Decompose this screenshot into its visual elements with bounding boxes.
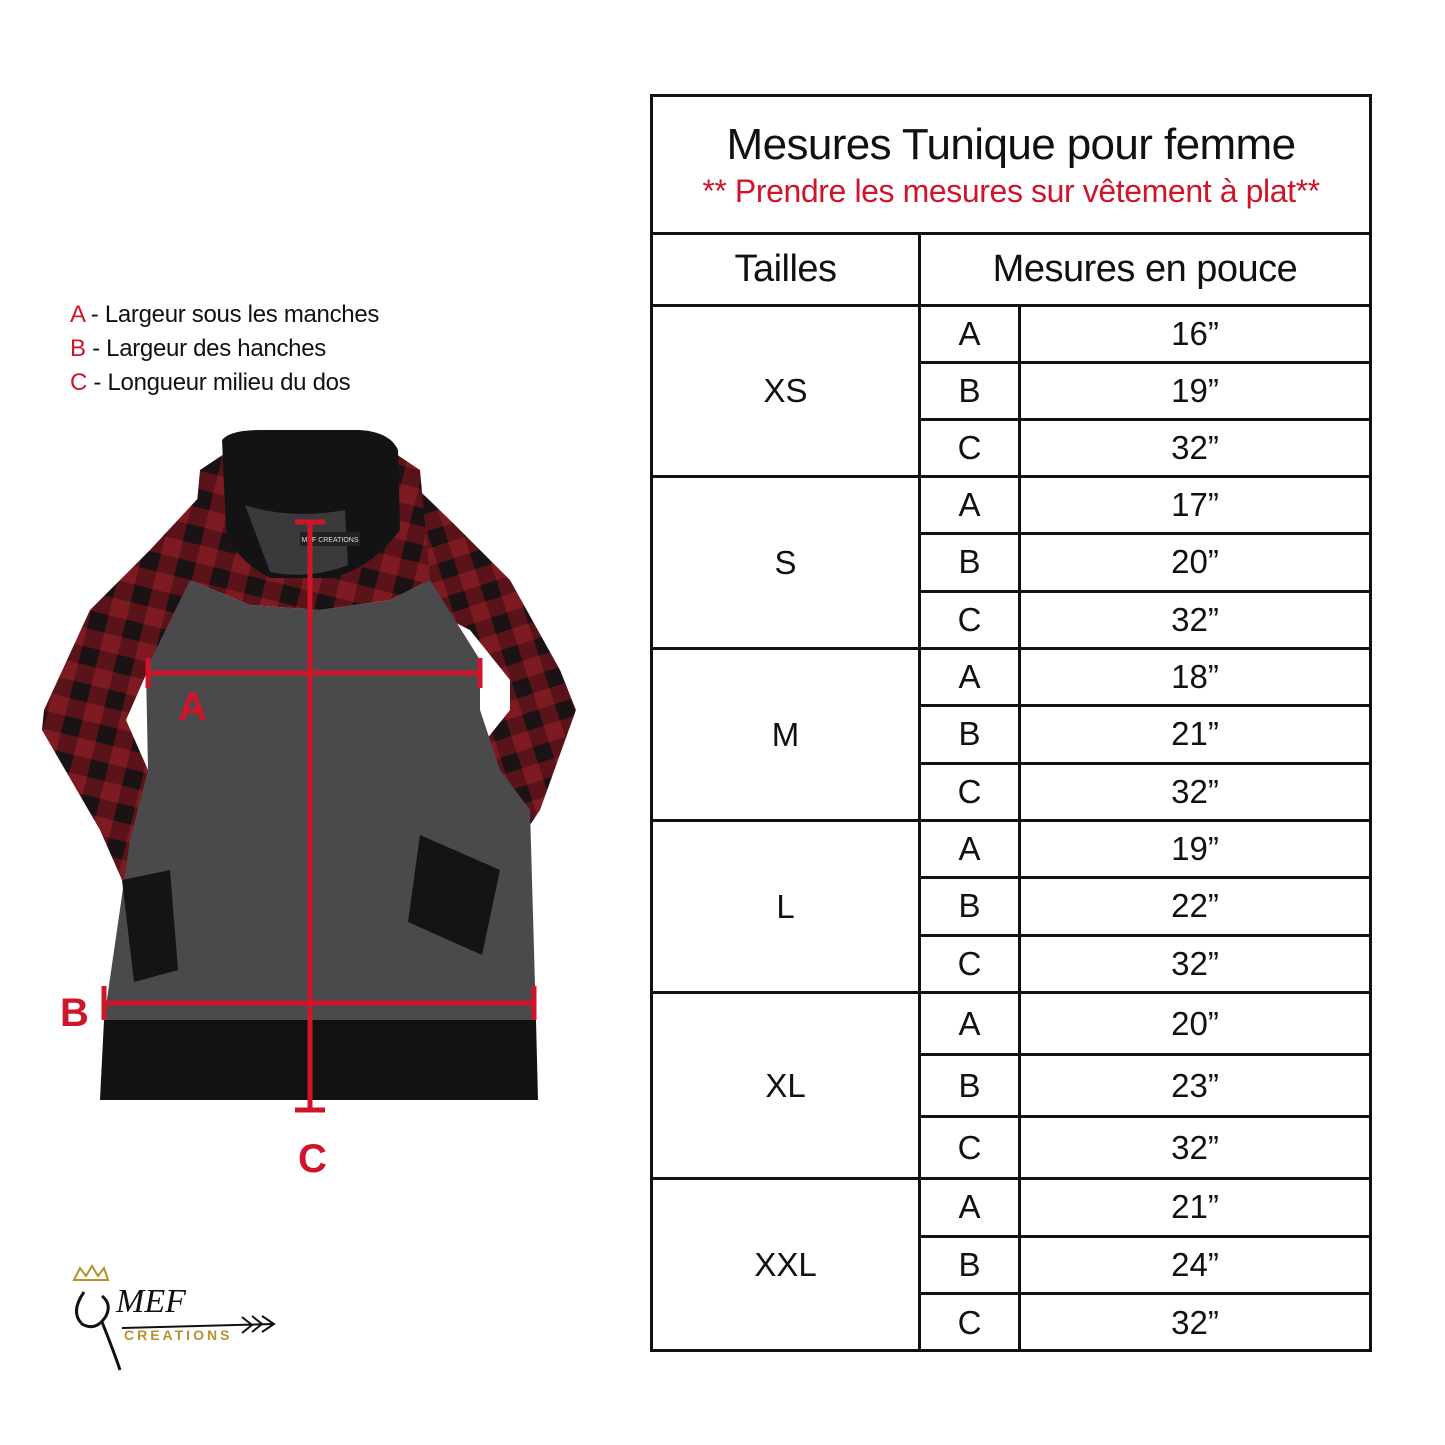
label-a: A (178, 685, 207, 729)
logo-mark: MEF (116, 1283, 186, 1320)
size-group (653, 822, 1369, 994)
measure-letter: A (921, 478, 1021, 532)
size-label: L (653, 822, 921, 991)
col-header-sizes: Tailles (653, 235, 921, 304)
measurement-row (921, 1238, 1369, 1296)
size-group (653, 307, 1369, 478)
measurement-row (921, 937, 1369, 991)
measure-value: 32” (1171, 772, 1219, 810)
measure-letter: C (921, 765, 1021, 819)
measure-value: 20” (1171, 543, 1219, 581)
measurement-legend (70, 298, 379, 400)
chart-title: Mesures Tunique pour femme (726, 120, 1296, 169)
measure-letter: A (921, 1180, 1021, 1235)
measure-value: 32” (1171, 1303, 1219, 1341)
measure-value: 21” (1171, 715, 1219, 753)
legend-item-c (70, 366, 379, 400)
col-header-measures: Mesures en pouce (992, 248, 1298, 290)
size-label: XL (653, 994, 921, 1177)
measure-letter: C (921, 421, 1021, 475)
measure-value: 24” (1171, 1246, 1219, 1283)
measurement-row (921, 421, 1369, 475)
measure-letter: A (921, 307, 1021, 361)
measurement-row (921, 707, 1369, 764)
chart-header (653, 97, 1369, 235)
size-group (653, 478, 1369, 650)
measurement-row (921, 650, 1369, 707)
measure-letter: B (921, 364, 1021, 418)
measurement-row (921, 879, 1369, 936)
measure-value: 18” (1171, 658, 1219, 696)
measure-value: 19” (1171, 372, 1219, 409)
measurement-row (921, 1118, 1369, 1177)
measurement-row (921, 1180, 1369, 1238)
measure-letter: A (921, 650, 1021, 704)
measure-value: 16” (1171, 315, 1219, 352)
tunic-illustration (30, 410, 590, 1190)
measure-value: 32” (1171, 1128, 1219, 1166)
measurement-row (921, 535, 1369, 592)
legend-text: - Largeur des hanches (85, 335, 326, 362)
tunic-drawing (30, 410, 590, 1190)
measure-letter: B (921, 535, 1021, 589)
measurement-row (921, 478, 1369, 535)
measurement-row (921, 307, 1369, 364)
column-headers (653, 235, 1369, 307)
measure-letter: C (921, 1295, 1021, 1350)
measure-letter: C (921, 593, 1021, 647)
size-label: M (653, 650, 921, 819)
measure-letter: C (921, 1118, 1021, 1177)
size-chart-table (650, 94, 1372, 1352)
measurement-row (921, 1056, 1369, 1118)
measure-value: 22” (1171, 887, 1219, 925)
measure-value: 32” (1171, 944, 1219, 982)
measure-value: 19” (1171, 830, 1219, 868)
size-group (653, 650, 1369, 822)
size-label: S (653, 478, 921, 647)
measure-value: 23” (1171, 1066, 1219, 1104)
measurement-row (921, 765, 1369, 819)
legend-item-a (70, 298, 379, 332)
legend-letter: A (70, 301, 85, 328)
measure-value: 32” (1171, 429, 1219, 466)
measure-letter: B (921, 1238, 1021, 1293)
crown-icon (74, 1266, 108, 1280)
chart-subtitle: ** Prendre les mesures sur vêtement à plat** (702, 173, 1320, 209)
measure-letter: B (921, 879, 1021, 933)
measure-value: 20” (1171, 1004, 1219, 1042)
label-b: B (60, 991, 89, 1035)
measure-letter: C (921, 937, 1021, 991)
measurement-row (921, 822, 1369, 879)
logo-subtitle: CREATIONS (124, 1327, 233, 1343)
hem-band (100, 1020, 538, 1100)
legend-text: - Longueur milieu du dos (87, 369, 351, 396)
legend-letter: B (70, 335, 86, 362)
legend-text: - Largeur sous les manches (84, 301, 380, 328)
measure-value: 21” (1171, 1188, 1219, 1226)
size-group (653, 1180, 1369, 1350)
legend-item-b (70, 332, 379, 366)
measure-letter: B (921, 1056, 1021, 1115)
label-c: C (298, 1137, 327, 1181)
measure-value: 32” (1171, 600, 1219, 638)
measurement-row (921, 593, 1369, 647)
svg-text:MEF CREATIONS: MEF CREATIONS (301, 537, 359, 544)
measure-letter: A (921, 994, 1021, 1053)
brand-logo (62, 1262, 292, 1382)
measurement-row (921, 364, 1369, 421)
size-group (653, 994, 1369, 1180)
measurement-row (921, 1295, 1369, 1350)
size-label: XS (653, 307, 921, 475)
measure-letter: A (921, 822, 1021, 876)
measurement-row (921, 994, 1369, 1056)
size-label: XXL (653, 1180, 921, 1350)
measure-value: 17” (1171, 486, 1219, 524)
legend-letter: C (70, 369, 88, 396)
measure-letter: B (921, 707, 1021, 761)
